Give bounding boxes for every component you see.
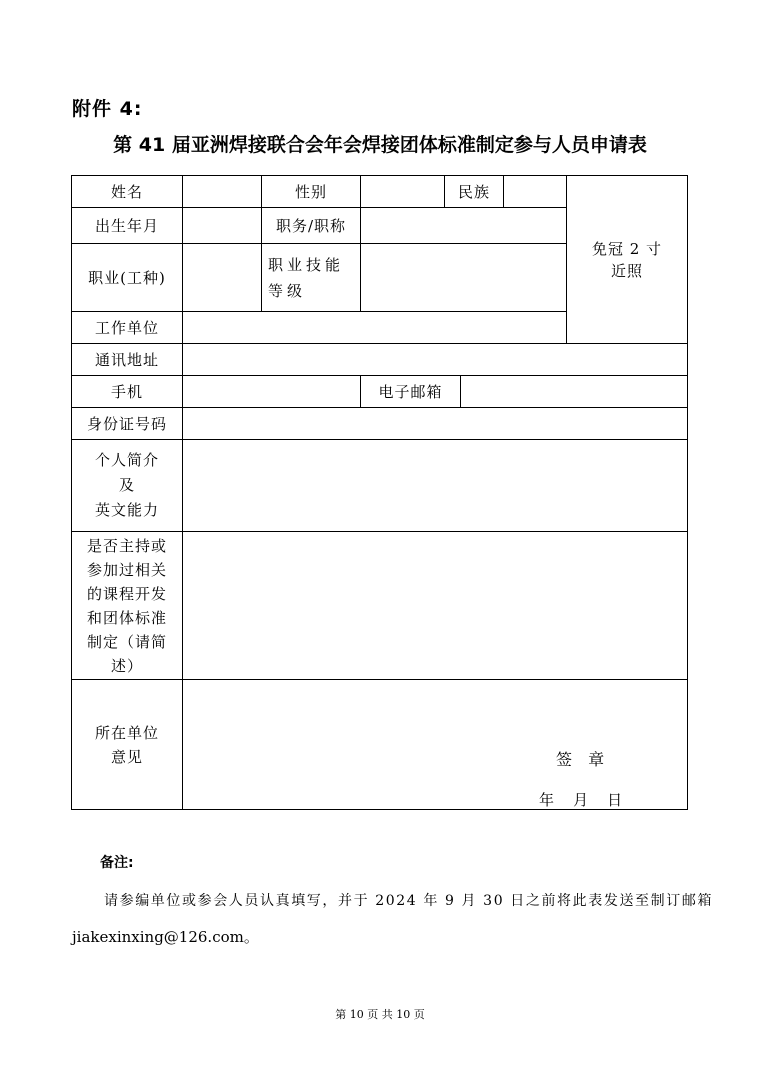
opinion-label-line2: 意见 [110, 747, 143, 766]
bio-label-line1: 个人简介 [94, 451, 159, 469]
notes-text: 请参编单位或参会人员认真填写，并于 2024 年 9 月 30 日之前将此表发送至制订邮箱 [104, 893, 714, 909]
position-label: 职务/职称 [275, 216, 347, 235]
id-number-label: 身份证号码 [86, 414, 167, 433]
skill-level-label [262, 244, 360, 311]
photo-box[interactable] [567, 176, 687, 343]
application-form-table [71, 175, 688, 809]
hosted-label-line1: 是否主持或 [86, 536, 167, 555]
form-title: 第 41 届亚洲焊接联合会年会焊接团体标准制定参与人员申请表 [113, 134, 647, 156]
attachment-label: 附件 4: [72, 98, 143, 120]
photo-label: 免冠 2 寸 [591, 239, 663, 258]
unit-opinion-label [72, 680, 182, 809]
hosted-label-line3: 的课程开发 [86, 584, 167, 603]
seal-label: 签 章 [556, 750, 607, 769]
skill-level-label-line1: 职业技能 [268, 255, 345, 274]
employer-label: 工作单位 [94, 318, 159, 337]
ethnicity-field[interactable] [504, 176, 566, 207]
page-number: 第 10 页 共 10 页 [335, 1008, 425, 1021]
hosted-label-line6: 述） [110, 656, 143, 675]
name-label: 姓名 [110, 182, 143, 201]
employer-field[interactable] [183, 312, 566, 343]
notes-email: jiakexinxing@126.com。 [72, 928, 259, 946]
hosted-experience-label [72, 532, 182, 679]
opinion-label-line1: 所在单位 [94, 723, 159, 742]
notes-label: 备注: [100, 855, 134, 871]
hosted-label-line5: 制定（请简 [86, 632, 167, 651]
ethnicity-label: 民族 [457, 182, 490, 201]
photo-label-line2: 近照 [610, 261, 643, 280]
position-field[interactable] [361, 208, 566, 243]
hosted-label-line4: 和团体标准 [86, 608, 167, 627]
birth-label: 出生年月 [94, 216, 159, 235]
bio-field[interactable] [183, 440, 687, 531]
email-label: 电子邮箱 [378, 382, 443, 401]
occupation-label: 职业(工种) [88, 268, 166, 287]
bio-label-line3: 英文能力 [94, 501, 159, 519]
bio-label-line2: 及 [118, 476, 135, 494]
name-field[interactable] [183, 176, 261, 207]
email-field[interactable] [461, 376, 687, 407]
date-label: 年 月 日 [539, 791, 623, 809]
phone-label: 手机 [110, 382, 143, 401]
border-right [687, 175, 688, 810]
id-number-field[interactable] [183, 408, 687, 439]
gender-label: 性别 [294, 182, 327, 201]
phone-field[interactable] [183, 376, 360, 407]
hosted-experience-field[interactable] [183, 532, 687, 679]
birth-field[interactable] [183, 208, 261, 243]
bio-label [72, 440, 182, 531]
hosted-label-line2: 参加过相关 [86, 560, 167, 579]
address-label: 通讯地址 [94, 350, 159, 369]
skill-level-label-line2: 等级 [268, 281, 307, 300]
occupation-field[interactable] [183, 244, 261, 311]
address-field[interactable] [183, 344, 687, 375]
skill-level-field[interactable] [361, 244, 566, 311]
gender-field[interactable] [361, 176, 444, 207]
